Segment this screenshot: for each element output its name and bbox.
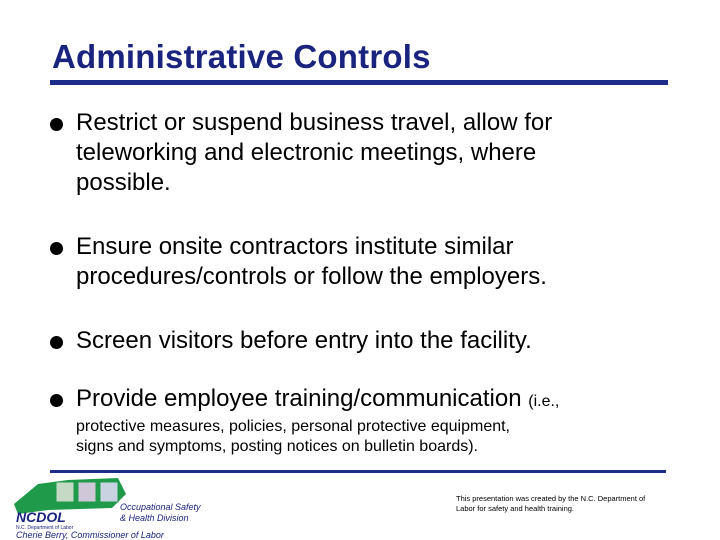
logo-photo-1 <box>56 482 74 502</box>
logo-photo-2 <box>78 482 96 502</box>
bullet-dot <box>50 118 63 131</box>
bullet-text: Screen visitors before entry into the facility. <box>76 327 532 354</box>
ncdol-logo <box>8 474 248 540</box>
slide-title: Administrative Controls <box>52 38 431 75</box>
logo-wordmark: NCDOL <box>16 509 66 525</box>
title-divider <box>50 80 668 85</box>
bullet-text: Ensure onsite contractors institute similar procedures/controls or follow the employers. <box>76 233 547 290</box>
division-line-2: & Health Division <box>120 513 189 523</box>
bullet-dot <box>50 394 63 407</box>
footer-note: This presentation was created by the N.C. Department of Labor for safety and health training. <box>456 494 646 513</box>
bullet-dot <box>50 336 63 349</box>
bullet-text: Restrict or suspend business travel, allow for teleworking and electronic meetings, where possible. <box>76 109 553 196</box>
commissioner-line: Cherie Berry, Commissioner of Labor <box>16 530 164 540</box>
footer-divider <box>50 470 666 473</box>
bullet-text: Provide employee training/communication (i.e., protective measures, policies, personal protective equipment, signs and symptoms, posting notices on bulletin boards). <box>76 385 560 455</box>
bullet-dot <box>50 242 63 255</box>
logo-subtext: N.C. Department of Labor <box>16 525 74 531</box>
logo-photo-3 <box>100 482 118 502</box>
division-line-1: Occupational Safety <box>120 502 201 512</box>
